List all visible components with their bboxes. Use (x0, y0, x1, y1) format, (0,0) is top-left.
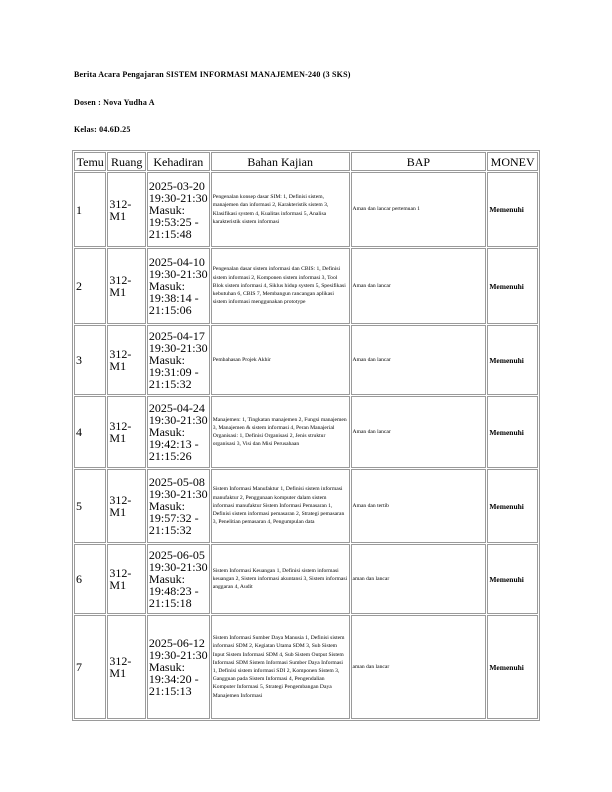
cell-bap: Aman dan lancar (351, 396, 487, 468)
cell-temu: 4 (74, 396, 106, 468)
cell-kehadiran (147, 615, 210, 719)
cell-kehadiran (147, 172, 210, 247)
col-header-kehadiran: Kehadiran (147, 152, 210, 171)
kehadiran-schedule: 19:30-21:30 (148, 267, 208, 281)
cell-kehadiran (147, 469, 210, 543)
cell-ruang: 312-M1 (107, 615, 146, 719)
kehadiran-masuk-time: 19:48:23 - 21:15:18 (148, 584, 199, 610)
cell-bap: aman dan lancar (351, 544, 487, 614)
kehadiran-date: 2025-03-20 (148, 178, 205, 193)
cell-bahan-kajian: Sistem Informasi Manufaktur 1, Definisi sistem informasi manufaktur 2, Penggunaan komputer dalam sistem informasi manufaktur Sistem Informasi Pemasaran 1, Definisi sistem informasi pemasaran 2, Strategi pemasaran 3, Penelitian pemasaran 4, Pengumpulan data (211, 469, 350, 543)
kehadiran-masuk-time: 19:42:13 - 21:15:26 (148, 437, 199, 463)
cell-ruang: 312-M1 (107, 544, 146, 614)
table-row (74, 396, 538, 468)
cell-monev: Memenuhi (487, 615, 538, 719)
class-code: Kelas: 04.6D.25 (74, 125, 131, 134)
cell-bahan-kajian: Manajemen: 1, Tingkatan manajemen 2, Fungsi manajemen 3, Manajemen & sistem informasi 4, Peran Manajerial Organisasi: 1, Definisi Organisasi 2, Jenis struktur organisasi 3, Visi dan Misi Perusahaan (211, 396, 350, 468)
cell-ruang: 312-M1 (107, 469, 146, 543)
kehadiran-masuk-label: Masuk: (148, 499, 185, 513)
kehadiran-schedule: 19:30-21:30 (148, 487, 208, 501)
kehadiran-date: 2025-06-12 (148, 636, 205, 650)
col-header-bap: BAP (351, 152, 487, 171)
cell-temu: 5 (74, 469, 106, 543)
cell-bahan-kajian: Pengenalan konsep dasar SIM: 1, Definisi sistem, manajemen dan informasi 2, Karakteristik sistem 3, Klasifikasi system 4, Kualitas informasi 5, Analisa karakteristik sistem informasi (211, 172, 350, 247)
cell-temu: 6 (74, 544, 106, 614)
col-header-bahan-kajian: Bahan Kajian (211, 152, 350, 171)
table-row (74, 248, 538, 324)
table-row (74, 544, 538, 614)
kehadiran-masuk-time: 19:34:20 - 21:15:13 (148, 672, 199, 698)
lecturer-name: Dosen : Nova Yudha A (74, 98, 155, 107)
kehadiran-masuk-label: Masuk: (148, 425, 185, 439)
cell-monev: Memenuhi (487, 248, 538, 324)
cell-kehadiran (147, 396, 210, 468)
cell-kehadiran (147, 248, 210, 324)
teaching-record-table (72, 150, 540, 721)
cell-temu: 7 (74, 615, 106, 719)
table-header-row (74, 152, 538, 171)
kehadiran-date: 2025-04-24 (148, 401, 205, 415)
cell-monev: Memenuhi (487, 325, 538, 395)
col-header-ruang: Ruang (107, 152, 146, 171)
cell-kehadiran (147, 325, 210, 395)
cell-bahan-kajian: Sistem Informasi Sumber Daya Manusia 1, Definisi sistem informasi SDM 2, Kegiatan Utama SDM 3, Sub Sistem Input Sistem Informasi SDM 4, Sub Sistem Output Sistem Informasi SDM Sistem Informasi Sumber Daya Informasi 1, Definisi sistem informasi SDI 2, Komponen Sistem 3, Gangguan pada Sistem Informasi 4, Pengendalian Komputer Informasi 5, Strategi Pengembangan Daya Manajemen Informasi (211, 615, 350, 719)
table-row (74, 325, 538, 395)
document-title: Berita Acara Pengajaran SISTEM INFORMASI MANAJEMEN-240 (3 SKS) (74, 70, 351, 79)
kehadiran-schedule: 19:30-21:30 (148, 341, 208, 355)
col-header-monev: MONEV (487, 152, 538, 171)
table-row (74, 615, 538, 719)
cell-bap: Aman dan tertib (351, 469, 487, 543)
kehadiran-date: 2025-04-17 (148, 329, 205, 343)
kehadiran-schedule: 19:30-21:30 (148, 648, 208, 662)
kehadiran-masuk-time: 19:53:25 - 21:15:48 (148, 214, 199, 241)
kehadiran-schedule: 19:30-21:30 (148, 190, 208, 205)
cell-temu: 1 (74, 172, 106, 247)
cell-monev: Memenuhi (487, 544, 538, 614)
cell-ruang: 312-M1 (107, 325, 146, 395)
cell-temu: 3 (74, 325, 106, 395)
cell-monev: Memenuhi (487, 396, 538, 468)
cell-monev: Memenuhi (487, 172, 538, 247)
kehadiran-schedule: 19:30-21:30 (148, 560, 208, 574)
cell-monev: Memenuhi (487, 469, 538, 543)
kehadiran-masuk-label: Masuk: (148, 279, 185, 293)
col-header-temu: Temu (74, 152, 106, 171)
kehadiran-masuk-time: 19:57:32 - 21:15:32 (148, 511, 199, 537)
cell-ruang: 312-M1 (107, 396, 146, 468)
kehadiran-masuk-time: 19:38:14 - 21:15:06 (148, 291, 199, 317)
table-row (74, 469, 538, 543)
kehadiran-date: 2025-04-10 (148, 255, 205, 269)
cell-bahan-kajian: Sistem Informasi Keuangan 1, Definisi sistem informasi keuangan 2, Sistem informasi akuntansi 3, Sistem informasi anggaran 4, Audit (211, 544, 350, 614)
cell-kehadiran (147, 544, 210, 614)
cell-bap: aman dan lancar (351, 615, 487, 719)
kehadiran-masuk-time: 19:31:09 - 21:15:32 (148, 365, 199, 391)
kehadiran-masuk-label: Masuk: (148, 660, 185, 674)
cell-bahan-kajian: Pembahasan Projek Akhir (211, 325, 350, 395)
cell-ruang: 312-M1 (107, 248, 146, 324)
cell-bap: Aman dan lancar (351, 325, 487, 395)
kehadiran-schedule: 19:30-21:30 (148, 413, 208, 427)
cell-ruang: 312-M1 (107, 172, 146, 247)
cell-temu: 2 (74, 248, 106, 324)
kehadiran-date: 2025-05-08 (148, 475, 205, 489)
kehadiran-masuk-label: Masuk: (148, 353, 185, 367)
kehadiran-masuk-label: Masuk: (148, 572, 185, 586)
kehadiran-masuk-label: Masuk: (148, 202, 185, 217)
cell-bahan-kajian: Pengenalan dasar sistem informasi dan CBIS: 1, Definisi sistem informasi 2, Komponen sistem informasi 3, Tool Blok sistem informasi 4, Siklus hidup system 5, Spesifikasi kebutuhan 6, CBIS 7, Membangun rancangan aplikasi sistem informasi menggunakan prototype (211, 248, 350, 324)
cell-bap: Aman dan lancar (351, 248, 487, 324)
kehadiran-date: 2025-06-05 (148, 548, 205, 562)
table-row (74, 172, 538, 247)
cell-bap: Aman dan lancar pertemuan 1 (351, 172, 487, 247)
